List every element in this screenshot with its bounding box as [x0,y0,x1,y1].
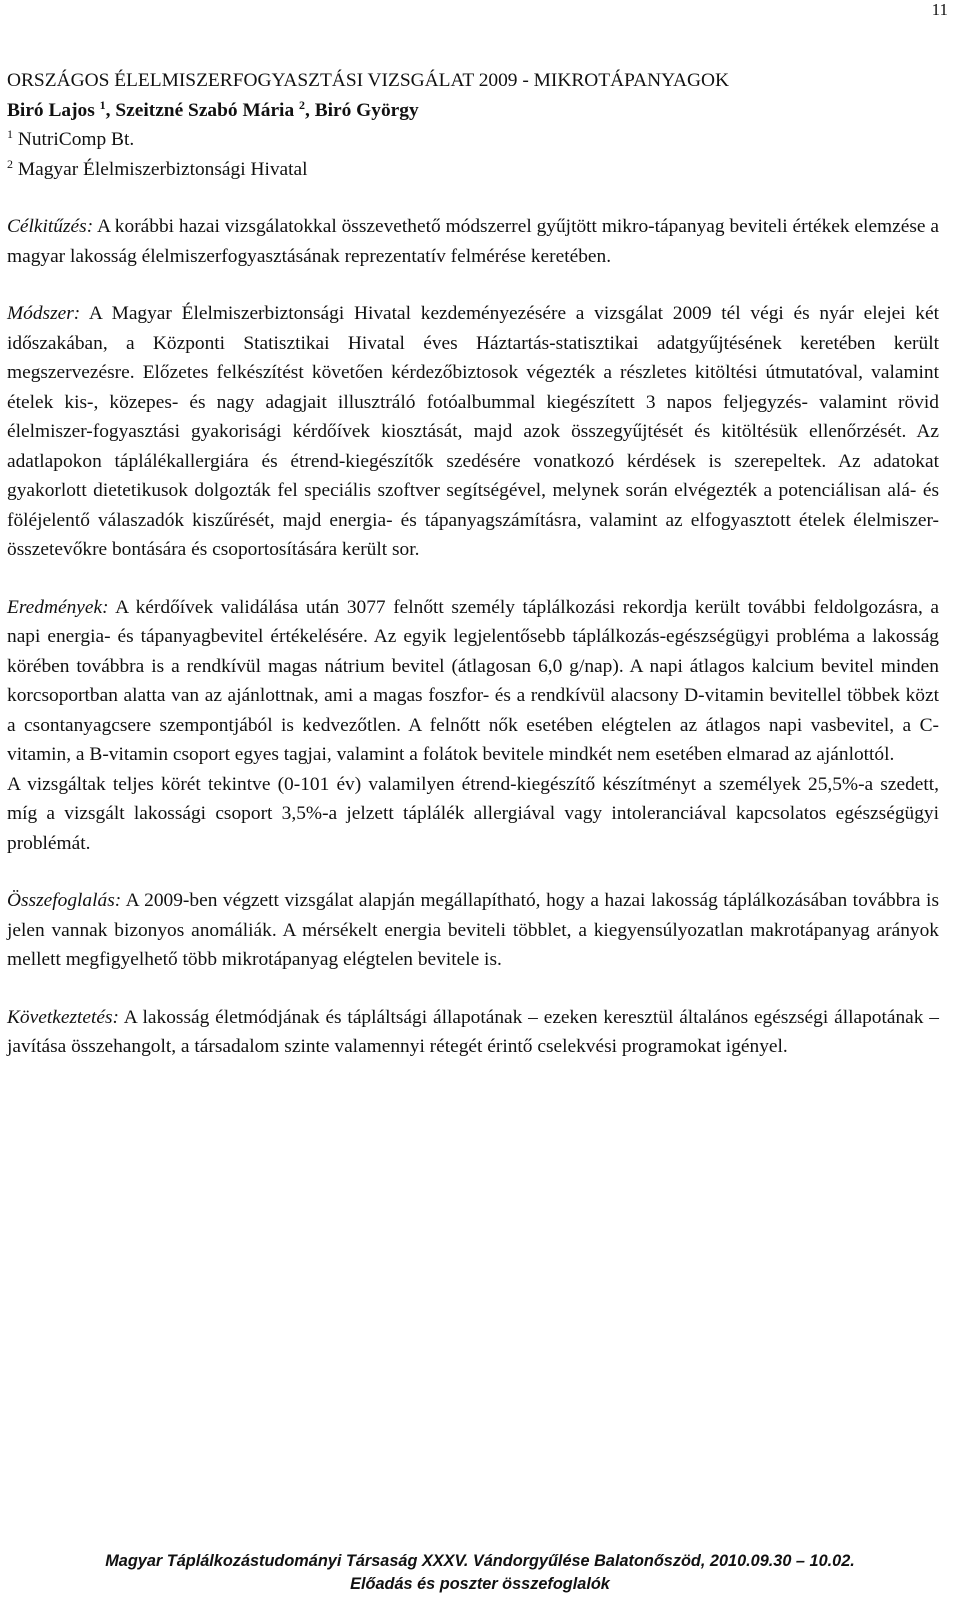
affiliation-2-mark: 2 [7,156,13,171]
section-label-kovetkeztetes: Következtetés: [7,1006,119,1028]
section-label-osszefoglalas: Összefoglalás: [7,890,122,911]
spacer [7,565,939,593]
author-1: Biró Lajos [7,99,100,121]
section-label-eredmenyek: Eredmények: [7,596,109,618]
affiliation-1-mark: 1 [7,127,13,141]
affiliation-2-text: Magyar Élelmiszerbiztonsági Hivatal [13,158,308,180]
author-2: , Szeitzné Szabó Mária [105,99,299,121]
affiliation-1 [7,125,939,155]
spacer [7,271,939,299]
author-3: , Biró György [305,99,419,121]
affiliation-1-text: NutriComp Bt. [13,129,135,150]
section-text-osszefoglalas: A 2009-ben végzett vizsgálat alapján megállapítható, hogy a hazai lakosság táplálkozásában továbbra is jelen vannak bizonyos anomáliák. A mérsékelt energia beviteli többlet, a kiegyensúlyozatlan makrotápanyag arányok mellett megfigyelhető több mikrotápanyag elégtelen bevitele is. [7,890,939,970]
section-kovetkeztetes [7,1003,939,1062]
author-2-affiliation-mark: 2 [299,97,305,112]
author-line [7,96,939,126]
section-eredmenyek-continued: A vizsgáltak teljes körét tekintve (0-101 év) valamilyen étrend-kiegészítő készítményt a személyek 25,5%-a szedett, míg a vizsgált lakossági csoport 3,5%-a jelzett táplálék allergiával vagy intoleranciával kapcsolatos egészségügyi problémát. [7,773,939,854]
section-osszefoglalas [7,886,939,975]
abstract-body [7,66,939,1062]
section-modszer [7,299,939,565]
spacer [7,858,939,886]
page-number: 11 [931,0,948,19]
author-1-affiliation-mark: 1 [99,97,106,112]
footer-conference: Magyar Táplálkozástudományi Társaság XXXV. Vándorgyűlése Balatonőszöd, 2010.09.30 – 10.02. [105,1552,855,1570]
section-label-modszer: Módszer: [7,303,81,324]
section-eredmenyek [7,593,939,770]
section-label-celkituzes: Célkitűzés: [7,216,94,237]
section-text-eredmenyek: A kérdőívek validálása után 3077 felnőtt személy táplálkozási rekordja került további feldolgozásra, a napi energia- és tápanyagbevitel értékelésére. Az egyik legjelentősebb táplálkozás-egészségügyi probléma a lakosság körében továbbra is a rendkívül magas nátrium bevitel (átlagosan 6,0 g/nap). A napi átlagos kalcium bevitel minden korcsoportban alatta van az ajánlottnak, ami a magas foszfor- és a rendkívül alacsony D-vitamin bevitellel többek közt a csontanyagcsere szempontjából is kedvezőtlen. A felnőtt nők esetében elégtelen az átlagos napi vasbevitel, a C-vitamin, a B-vitamin csoport egyes tagjai, valamint a folátok bevitele mindkét nem esetében elmarad az ajánlottól. [7,596,939,765]
section-text-celkituzes: A korábbi hazai vizsgálatokkal összevethető módszerrel gyűjtött mikro-tápanyag beviteli értékek elemzése a magyar lakosság élelmiszerfogyasztásának reprezentatív felmérése keretében. [7,216,939,267]
affiliation-2 [7,155,939,185]
footer-subtitle: Előadás és poszter összefoglalók [350,1575,610,1593]
spacer [7,975,939,1003]
spacer [7,184,939,212]
section-text-kovetkeztetes: A lakosság életmódjának és tápláltsági állapotának – ezeken keresztül általános egészségi állapotának – javítása összehangolt, a társadalom szinte valamennyi rétegét érintő cselekvési programokat igényel. [7,1006,939,1057]
section-celkituzes [7,212,939,271]
section-text-modszer: A Magyar Élelmiszerbiztonsági Hivatal kezdeményezésére a vizsgálat 2009 tél végi és nyár elejei két időszakában, a Központi Statisztikai Hivatal éves Háztartás-statisztikai adatgyűjtésének keretében került megszervezésre. Előzetes felkészítést követően kérdezőbiztosok végezték a részletes kitöltési útmutatóval, valamint ételek kis-, közepes- és nagy adagjait illusztráló fotóalbummal kiegészített 3 napos feljegyzés- valamint rövid élelmiszer-fogyasztási gyakorisági kérdőívek kiosztását, majd azok összegyűjtését és kitöltésük ellenőrzését. Az adatlapokon táplálékallergiára és étrend-kiegészítők szedésére vonatkozó kérdések is szerepeltek. Az adatokat gyakorlott dietetikusok dolgozták fel speciális szoftver segítségével, melynek során elvégezték a potenciálisan alá- és föléjelentő válaszadók kiszűrését, majd energia- és tápanyagszámításra, valamint az elfogyasztott ételek élelmiszer-összetevőkre bontására és csoportosítására került sor. [7,303,939,560]
paper-title: ORSZÁGOS ÉLELMISZERFOGYASZTÁSI VIZSGÁLAT 2009 - MIKROTÁPANYAGOK [7,70,729,91]
